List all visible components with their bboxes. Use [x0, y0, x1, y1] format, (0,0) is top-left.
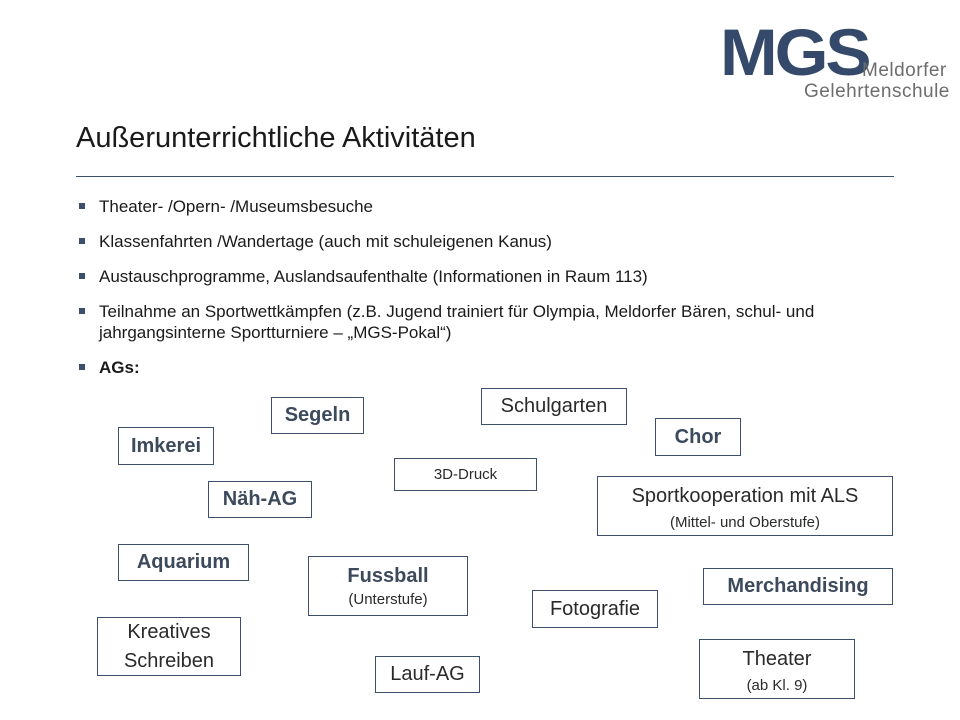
- ag-3d-druck: 3D-Druck: [394, 458, 537, 491]
- ag-theater: Theater (ab Kl. 9): [699, 639, 855, 699]
- logo-text-line2: Gelehrtenschule: [804, 81, 950, 102]
- bullet-square-icon: [79, 364, 85, 370]
- list-item: Austauschprogramme, Auslandsaufenthalte (Informationen in Raum 113): [76, 266, 896, 287]
- ag-lauf: Lauf-AG: [375, 656, 480, 693]
- ag-imkerei: Imkerei: [118, 427, 214, 465]
- ag-sportkooperation: Sportkooperation mit ALS (Mittel- und Oberstufe): [597, 476, 893, 536]
- ag-kreatives-schreiben: Kreatives Schreiben: [97, 617, 241, 676]
- ag-chor: Chor: [655, 418, 741, 456]
- ag-segeln: Segeln: [271, 397, 364, 434]
- ag-fussball: Fussball (Unterstufe): [308, 556, 468, 616]
- ag-merchandising: Merchandising: [703, 568, 893, 605]
- list-item: Klassenfahrten /Wandertage (auch mit schuleigenen Kanus): [76, 231, 896, 252]
- logo-text-line1: Meldorfer: [862, 60, 947, 81]
- slide-title: Außerunterrichtliche Aktivitäten: [76, 122, 476, 154]
- ag-fotografie: Fotografie: [532, 590, 658, 628]
- title-divider: [76, 176, 894, 177]
- bullet-square-icon: [79, 308, 85, 314]
- ag-aquarium: Aquarium: [118, 544, 249, 581]
- logo-mark: MGS: [720, 15, 869, 89]
- bullet-square-icon: [79, 203, 85, 209]
- bullet-square-icon: [79, 238, 85, 244]
- list-item: Teilnahme an Sportwettkämpfen (z.B. Jugend trainiert für Olympia, Meldorfer Bären, schul- und jahrgangsinterne Sportturniere – „MGS-Pokal“): [76, 301, 896, 343]
- activity-list: [76, 196, 896, 392]
- ag-naeh: Näh-AG: [208, 481, 312, 518]
- bullet-square-icon: [79, 273, 85, 279]
- ag-schulgarten: Schulgarten: [481, 388, 627, 425]
- list-item: Theater- /Opern- /Museumsbesuche: [76, 196, 896, 217]
- school-logo: [720, 15, 950, 104]
- list-item-ags: AGs:: [76, 357, 896, 378]
